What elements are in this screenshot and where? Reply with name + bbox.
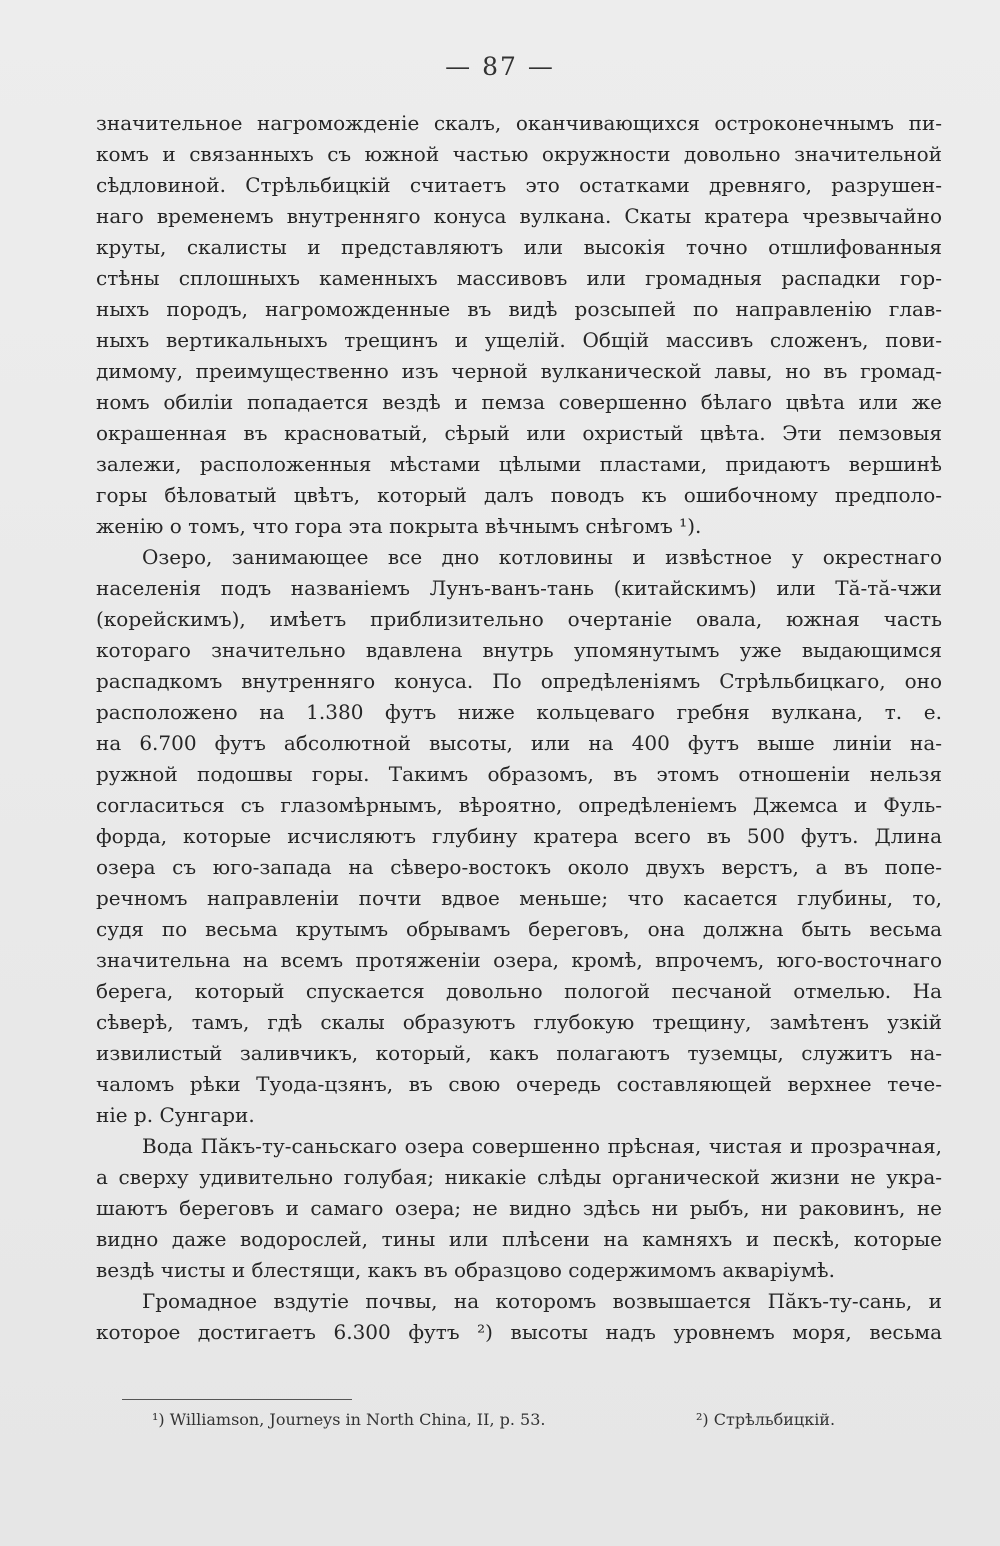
page-number: — 87 — [445,52,555,81]
text-line: (корейскимъ), имѣетъ приблизительно очертаніе овала, южная часть [96,607,942,631]
text-line: залежи, расположенныя мѣстами цѣлыми пластами, придаютъ вершинѣ [96,452,942,476]
text-line: сѣверѣ, тамъ, гдѣ скалы образуютъ глубокую трещину, замѣтенъ узкій [96,1010,942,1034]
text-line: ніе р. Сунгари. [96,1103,255,1127]
text-line: наго временемъ внутренняго конуса вулкана. Скаты кратера чрезвычайно [96,204,942,228]
text-line: Вода Пӑкъ-ту-саньскаго озера совершенно прѣсная, чистая и прозрачная, [142,1134,942,1158]
text-line: Озеро, занимающее все дно котловины и извѣстное у окрестнаго [142,545,942,569]
text-line: видно даже водорослей, тины или плѣсени на камняхъ и пескѣ, которые [96,1227,942,1251]
text-line: а сверху удивительно голубая; никакіе слѣды органической жизни не укра- [96,1165,942,1189]
text-line: значительное нагроможденіе скалъ, оканчивающихся остроконечнымъ пи- [96,111,942,135]
text-line: ружной подошвы горы. Такимъ образомъ, въ этомъ отношеніи нельзя [96,762,942,786]
text-line: сѣдловиной. Стрѣльбицкій считаетъ это остатками древняго, разрушен- [96,173,942,197]
text-line: согласиться съ глазомѣрнымъ, вѣроятно, опредѣленіемъ Джемса и Фуль- [96,793,942,817]
text-line: расположено на 1.380 футъ ниже кольцеваго гребня вулкана, т. е. [96,700,942,724]
text-line: извилистый заливчикъ, который, какъ полагаютъ туземцы, служитъ на- [96,1041,942,1065]
footnote-1: ¹) Williamson, Journeys in North China, II, p. 53. [152,1410,546,1429]
text-line: распадкомъ внутренняго конуса. По опредѣленіямъ Стрѣльбицкаго, оно [96,669,942,693]
text-line: Громадное вздутіе почвы, на которомъ возвышается Пӑкъ-ту-сань, и [142,1289,942,1313]
text-line: горы бѣловатый цвѣтъ, который далъ поводъ къ ошибочному предполо- [96,483,942,507]
text-line: значительна на всемъ протяженіи озера, кромѣ, впрочемъ, юго-восточнаго [96,948,942,972]
text-line: комъ и связанныхъ съ южной частью окружности довольно значительной [96,142,942,166]
text-line: ныхъ вертикальныхъ трещинъ и ущелій. Общій массивъ сложенъ, пови- [96,328,942,352]
text-line: шаютъ береговъ и самаго озера; не видно здѣсь ни рыбъ, ни раковинъ, не [96,1196,942,1220]
text-line: которое достигаетъ 6.300 футъ ²) высоты надъ уровнемъ моря, весьма [96,1320,942,1344]
text-line: озера съ юго-запада на сѣверо-востокъ около двухъ верстъ, а въ попе- [96,855,942,879]
text-line: окрашенная въ красноватый, сѣрый или охристый цвѣта. Эти пемзовыя [96,421,942,445]
text-line: димому, преимущественно изъ черной вулканической лавы, но въ громад- [96,359,942,383]
text-line: чаломъ рѣки Туода-цзянъ, въ свою очередь составляющей верхнее тече- [96,1072,942,1096]
text-line: ныхъ породъ, нагроможденные въ видѣ розсыпей по направленію глав- [96,297,942,321]
text-line: котораго значительно вдавлена внутрь упомянутымъ уже выдающимся [96,638,942,662]
main-text [96,108,942,1348]
text-line: стѣны сплошныхъ каменныхъ массивовъ или громадныя распадки гор- [96,266,942,290]
text-line: речномъ направленіи почти вдвое меньше; что касается глубины, то, [96,886,942,910]
text-line: вездѣ чисты и блестящи, какъ въ образцово содержимомъ акваріумѣ. [96,1258,835,1282]
footnote-2: ²) Стрѣльбицкій. [696,1410,836,1429]
text-line: населенія подъ названіемъ Лунъ-ванъ-тань (китайскимъ) или Тӑ-тӑ-чжи [96,576,942,600]
text-line: женію о томъ, что гора эта покрыта вѣчнымъ снѣгомъ ¹). [96,514,702,538]
text-line: судя по весьма крутымъ обрывамъ береговъ, она должна быть весьма [96,917,942,941]
text-line: берега, который спускается довольно пологой песчаной отмелью. На [96,979,942,1003]
text-line: номъ обиліи попадается вездѣ и пемза совершенно бѣлаго цвѣта или же [96,390,942,414]
footnote-divider [122,1399,352,1400]
text-line: круты, скалисты и представляютъ или высокія точно отшлифованныя [96,235,942,259]
text-line: на 6.700 футъ абсолютной высоты, или на 400 футъ выше линіи на- [96,731,942,755]
text-line: форда, которые исчисляютъ глубину кратера всего въ 500 футъ. Длина [96,824,942,848]
